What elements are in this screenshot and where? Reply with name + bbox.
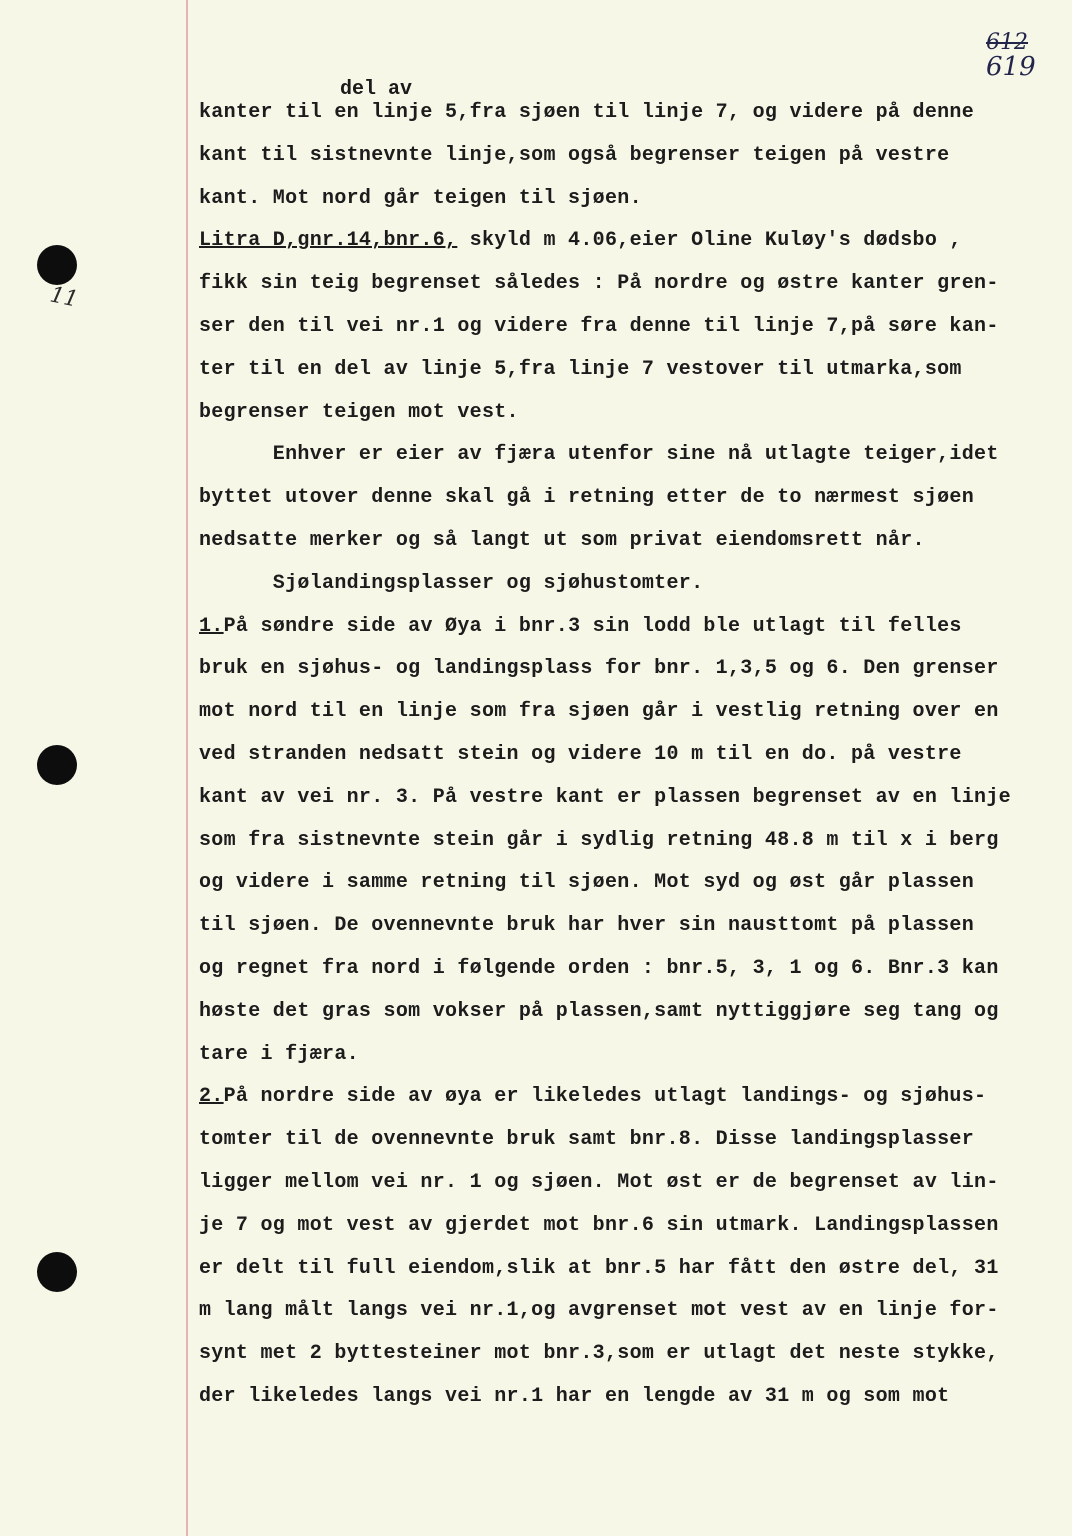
text-line: Sjølandingsplasser og sjøhustomter. [199, 571, 704, 595]
text-line: begrenser teigen mot vest. [199, 400, 519, 424]
text-line [199, 1084, 986, 1110]
text-line: kant til sistnevnte linje,som også begrenser teigen på vestre [199, 143, 950, 167]
line-text: På søndre side av Øya i bnr.3 sin lodd ble utlagt til felles [223, 614, 962, 638]
text-line: byttet utover denne skal gå i retning etter de to nærmest sjøen [199, 486, 975, 510]
text-line: og videre i samme retning til sjøen. Mot syd og øst går plassen [199, 871, 975, 895]
text-line: til sjøen. De ovennevnte bruk har hver sin nausttomt på plassen [199, 914, 975, 938]
text-line: fikk sin teig begrenset således : På nordre og østre kanter gren- [199, 272, 999, 296]
text-line: Enhver er eier av fjæra utenfor sine nå utlagte teiger,idet [199, 443, 999, 467]
text-line [199, 614, 962, 640]
text-line: mot nord til en linje som fra sjøen går i vestlig retning over en [199, 700, 999, 724]
text-line [199, 228, 962, 254]
punch-hole [37, 245, 77, 285]
text-line: je 7 og mot vest av gjerdet mot bnr.6 sin utmark. Landingsplassen [199, 1213, 999, 1237]
text-line: tomter til de ovennevnte bruk samt bnr.8. Disse landingsplasser [199, 1128, 975, 1152]
text-line: ligger mellom vei nr. 1 og sjøen. Mot øst er de begrenset av lin- [199, 1171, 999, 1194]
text-line: kant. Mot nord går teigen til sjøen. [199, 186, 642, 210]
text-line: kant av vei nr. 3. På vestre kant er plassen begrenset av en linje [199, 785, 1011, 809]
text-line: bruk en sjøhus- og landingsplass for bnr. 1,3,5 og 6. Den grenser [199, 657, 999, 681]
text-line: kanter til en linje 5,fra sjøen til linje 7, og videre på denne [199, 101, 975, 124]
text-line: m lang målt langs vei nr.1,og avgrenset mot vest av en linje for- [199, 1299, 999, 1323]
insertion-above-line: del av [340, 78, 413, 101]
text-line: er delt til full eiendom,slik at bnr.5 har fått den østre del, 31 [199, 1256, 999, 1280]
underlined-heading: Litra D,gnr.14,bnr.6, [199, 229, 458, 253]
current-page-number: 619 [986, 52, 1036, 82]
text-line: synt met 2 byttesteiner mot bnr.3,som er utlagt det neste stykke, [199, 1342, 999, 1366]
text-line: ved stranden nedsatt stein og videre 10 m til en do. på vestre [199, 743, 962, 766]
line-text: På nordre side av øya er likeledes utlagt landings- og sjøhus- [223, 1085, 987, 1109]
text-line: som fra sistnevnte stein går i sydlig retning 48.8 m til x i berg [199, 828, 999, 852]
text-line: høste det gras som vokser på plassen,samt nyttiggjøre seg tang og [199, 999, 999, 1023]
margin-mark: 11 [47, 282, 81, 313]
text-line: der likeledes langs vei nr.1 har en lengde av 31 m og som mot [199, 1385, 950, 1408]
underlined-heading: 1. [199, 614, 224, 638]
line-text: skyld m 4.06,eier Oline Kuløy's dødsbo , [457, 229, 962, 253]
punch-hole [37, 745, 77, 785]
text-line: ter til en del av linje 5,fra linje 7 vestover til utmarka,som [199, 357, 962, 381]
text-line: tare i fjæra. [199, 1042, 359, 1066]
underlined-heading: 2. [199, 1085, 224, 1109]
punch-hole [37, 1252, 77, 1292]
text-line: ser den til vei nr.1 og videre fra denne til linje 7,på søre kan- [199, 315, 999, 338]
text-line: nedsatte merker og så langt ut som privat eiendomsrett når. [199, 529, 925, 552]
text-line: og regnet fra nord i følgende orden : bnr.5, 3, 1 og 6. Bnr.3 kan [199, 957, 999, 980]
margin-rule [186, 0, 188, 1536]
page-number [986, 32, 1036, 80]
struck-page-number: 612 [986, 30, 1028, 55]
